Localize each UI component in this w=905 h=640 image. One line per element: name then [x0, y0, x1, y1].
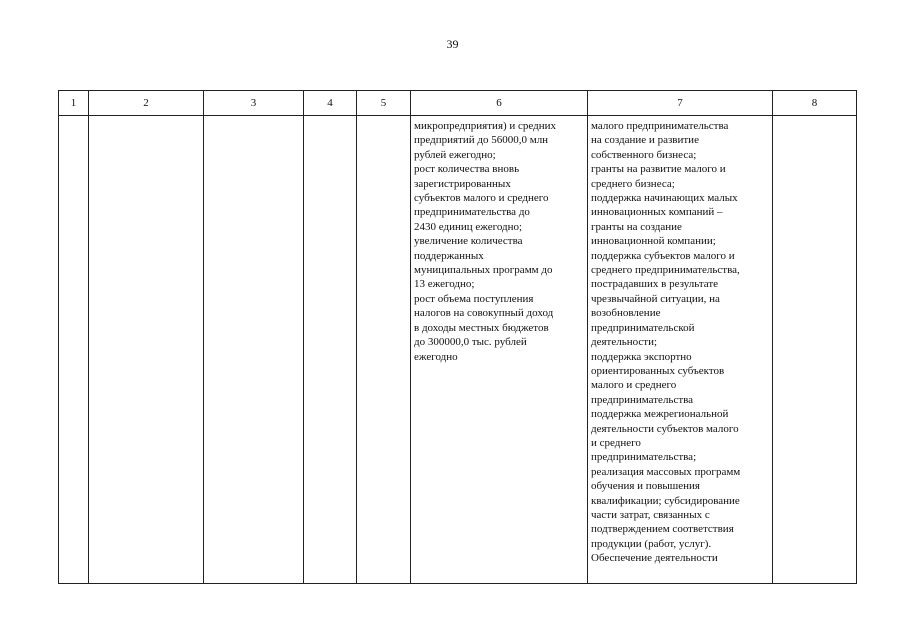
- text-line: инновационных компаний –: [591, 206, 723, 219]
- text-line: до 300000,0 тыс. рублей: [414, 336, 527, 349]
- text-line: малого и среднего: [591, 379, 677, 392]
- text-line: ежегодно: [414, 350, 458, 363]
- text-line: инновационной компании;: [591, 235, 716, 248]
- text-line: малого предпринимательства: [591, 120, 729, 132]
- text-line: продукции (работ, услуг).: [591, 537, 712, 550]
- text-line: предпринимательства;: [591, 451, 697, 464]
- cell-col-7-measures: [588, 116, 773, 584]
- text-line: рост количества вновь: [414, 163, 520, 176]
- header-cell-6: 6: [411, 91, 588, 116]
- text-line: рублей ежегодно;: [414, 148, 496, 161]
- cell-col-8: [773, 116, 857, 584]
- text-line: гранты на создание: [591, 220, 682, 233]
- text-line: 2430 единиц ежегодно;: [414, 220, 523, 233]
- text-line: обучения и повышения: [591, 480, 700, 493]
- header-cell-3: 3: [204, 91, 304, 116]
- text-line: деятельности;: [591, 336, 658, 349]
- header-cell-2: 2: [89, 91, 204, 116]
- text-line: налогов на совокупный доход: [414, 307, 554, 320]
- text-line: предпринимательства: [591, 393, 694, 406]
- text-line: среднего бизнеса;: [591, 177, 675, 190]
- text-line: предпринимательской: [591, 321, 695, 334]
- text-line: Обеспечение деятельности: [591, 552, 718, 565]
- text-line: поддержка экспортно: [591, 350, 692, 363]
- text-line: муниципальных программ до: [414, 264, 553, 277]
- program-table: [58, 90, 857, 584]
- cell-col-3: [204, 116, 304, 584]
- text-line: зарегистрированных: [414, 177, 511, 190]
- cell-col-2: [89, 116, 204, 584]
- header-cell-8: 8: [773, 91, 857, 116]
- text-line: пострадавших в результате: [591, 278, 719, 291]
- measures-text: [588, 116, 772, 566]
- indicators-text: [411, 116, 587, 364]
- text-line: поддержка начинающих малых: [591, 192, 738, 205]
- text-line: среднего предпринимательства,: [591, 264, 740, 277]
- cell-col-1: [59, 116, 89, 584]
- table-header-row: [59, 91, 857, 116]
- header-cell-1: 1: [59, 91, 89, 116]
- text-line: гранты на развитие малого и: [591, 163, 726, 176]
- text-line: квалификации; субсидирование: [591, 494, 740, 507]
- text-line: реализация массовых программ: [591, 465, 741, 478]
- cell-col-5: [357, 116, 411, 584]
- text-line: увеличение количества: [414, 235, 523, 248]
- text-line: и среднего: [591, 436, 641, 449]
- text-line: на создание и развитие: [591, 134, 699, 147]
- text-line: поддержка межрегиональной: [591, 408, 729, 421]
- text-line: ориентированных субъектов: [591, 364, 725, 377]
- text-line: возобновление: [591, 307, 661, 320]
- text-line: предпринимательства до: [414, 206, 530, 219]
- text-line: субъектов малого и среднего: [414, 192, 549, 205]
- header-cell-4: 4: [304, 91, 357, 116]
- page-number: 39: [446, 37, 459, 51]
- text-line: рост объема поступления: [414, 292, 534, 305]
- text-line: чрезвычайной ситуации, на: [591, 292, 720, 305]
- text-line: 13 ежегодно;: [414, 278, 475, 291]
- text-line: собственного бизнеса;: [591, 148, 697, 161]
- header-cell-5: 5: [357, 91, 411, 116]
- header-cell-7: 7: [588, 91, 773, 116]
- text-line: микропредприятия) и средних: [414, 120, 557, 132]
- cell-col-6-indicators: [411, 116, 588, 584]
- table-row: [59, 116, 857, 584]
- text-line: подтверждением соответствия: [591, 523, 734, 536]
- cell-col-4: [304, 116, 357, 584]
- text-line: части затрат, связанных с: [591, 508, 710, 521]
- text-line: деятельности субъектов малого: [591, 422, 739, 435]
- text-line: предприятий до 56000,0 млн: [414, 134, 549, 147]
- text-line: поддержанных: [414, 249, 484, 262]
- text-line: поддержка субъектов малого и: [591, 249, 735, 262]
- text-line: в доходы местных бюджетов: [414, 321, 549, 334]
